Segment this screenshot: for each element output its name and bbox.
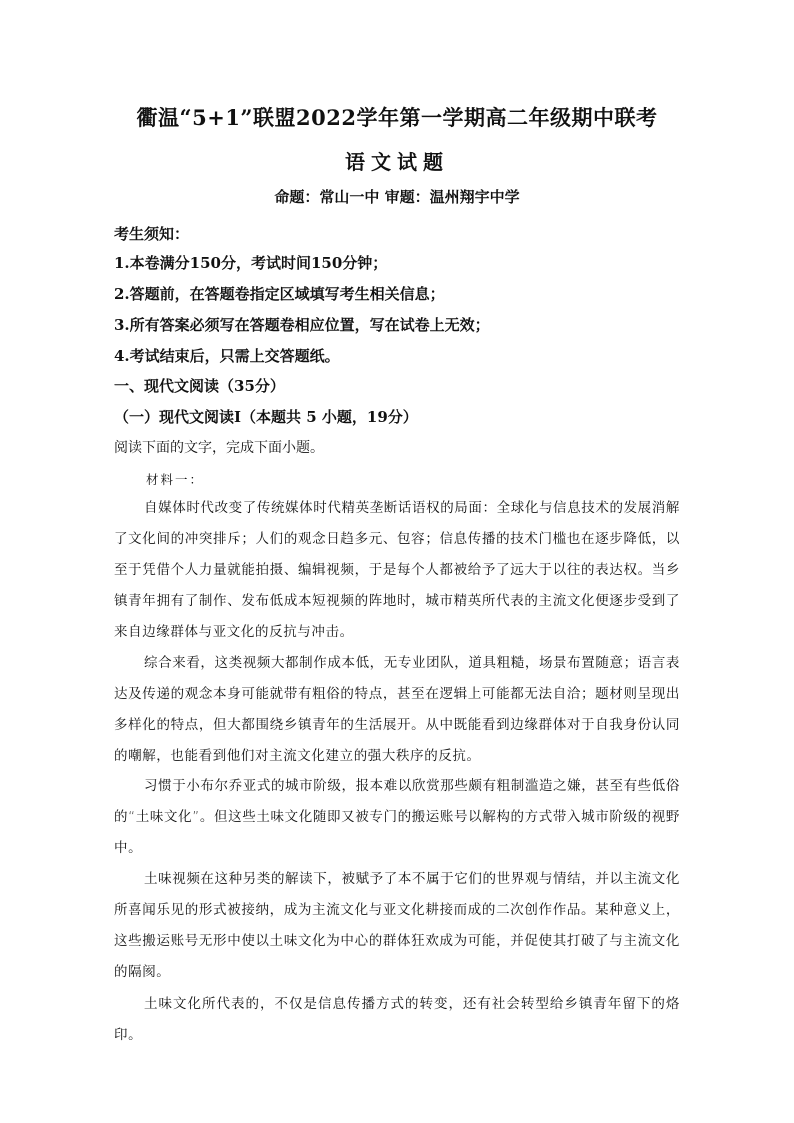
notice-item: 1.本卷满分150分，考试时间150分钟； <box>114 254 388 272</box>
notice-item: 3.所有答案必须写在答题卷相应位置，写在试卷上无效； <box>114 316 490 334</box>
material-label: 材料一： <box>146 472 205 487</box>
page-subtitle: 语文试题 <box>345 150 449 174</box>
reading-instruction: 阅读下面的文字，完成下面小题。 <box>114 440 324 456</box>
section-heading: 一、现代文阅读（35分） <box>114 377 285 395</box>
body-paragraph: 自媒体时代改变了传统媒体时代精英垄断话语权的局面：全球化与信息技术的发展消解了文化间的冲突排斥；人们的观念日趋多元、包容；信息传播的技术门槛也在逐步降低，以至于凭借个人力量就能拍摄、编辑视频，于是每个人都被给予了远大于以往的表达权。当乡镇青年拥有了制作、发布低成本短视频的阵地时，城市精英所代表的主流文化便逐步受到了来自边缘群体与亚文化的反抗与冲击。 <box>114 500 680 640</box>
authors-line: 命题：常山一中 审题：温州翔宇中学 <box>274 188 520 206</box>
body-paragraph: 综合来看，这类视频大都制作成本低，无专业团队，道具粗糙，场景布置随意；语言表达及传递的观念本身可能就带有粗俗的特点，甚至在逻辑上可能都无法自洽；题材则呈现出多样化的特点，但大都围绕乡镇青年的生活展开。从中既能看到边缘群体对于自我身份认同的嘲解，也能看到他们对主流文化建立的强大秩序的反抗。 <box>114 655 680 764</box>
subsection-heading: （一）现代文阅读I（本题共 5 小题，19分） <box>114 408 418 426</box>
body-paragraph: 习惯于小布尔乔亚式的城市阶级，报本难以欣赏那些颇有粗制滥造之嫌，甚至有些低俗的“土味文化”。但这些土味文化随即又被专门的搬运账号以解构的方式带入城市阶级的视野中。 <box>114 778 680 856</box>
notice-heading: 考生须知： <box>114 225 190 243</box>
notice-item: 4.考试结束后，只需上交答题纸。 <box>114 347 340 365</box>
page-title: 衢温“5+1”联盟2022学年第一学期高二年级期中联考 <box>136 105 658 130</box>
body-paragraph: 土味文化所代表的，不仅是信息传播方式的转变，还有社会转型给乡镇青年留下的烙印。 <box>114 996 680 1043</box>
body-paragraph: 土味视频在这种另类的解读下，被赋予了本不属于它们的世界观与情结，并以主流文化所喜闻乐见的形式被接纳，成为主流文化与亚文化耕接而成的二次创作作品。某种意义上，这些搬运账号无形中使以土味文化为中心的群体狂欢成为可能，并促使其打破了与主流文化的隔阂。 <box>114 871 680 980</box>
notice-item: 2.答题前，在答题卷指定区域填写考生相关信息； <box>114 285 445 303</box>
